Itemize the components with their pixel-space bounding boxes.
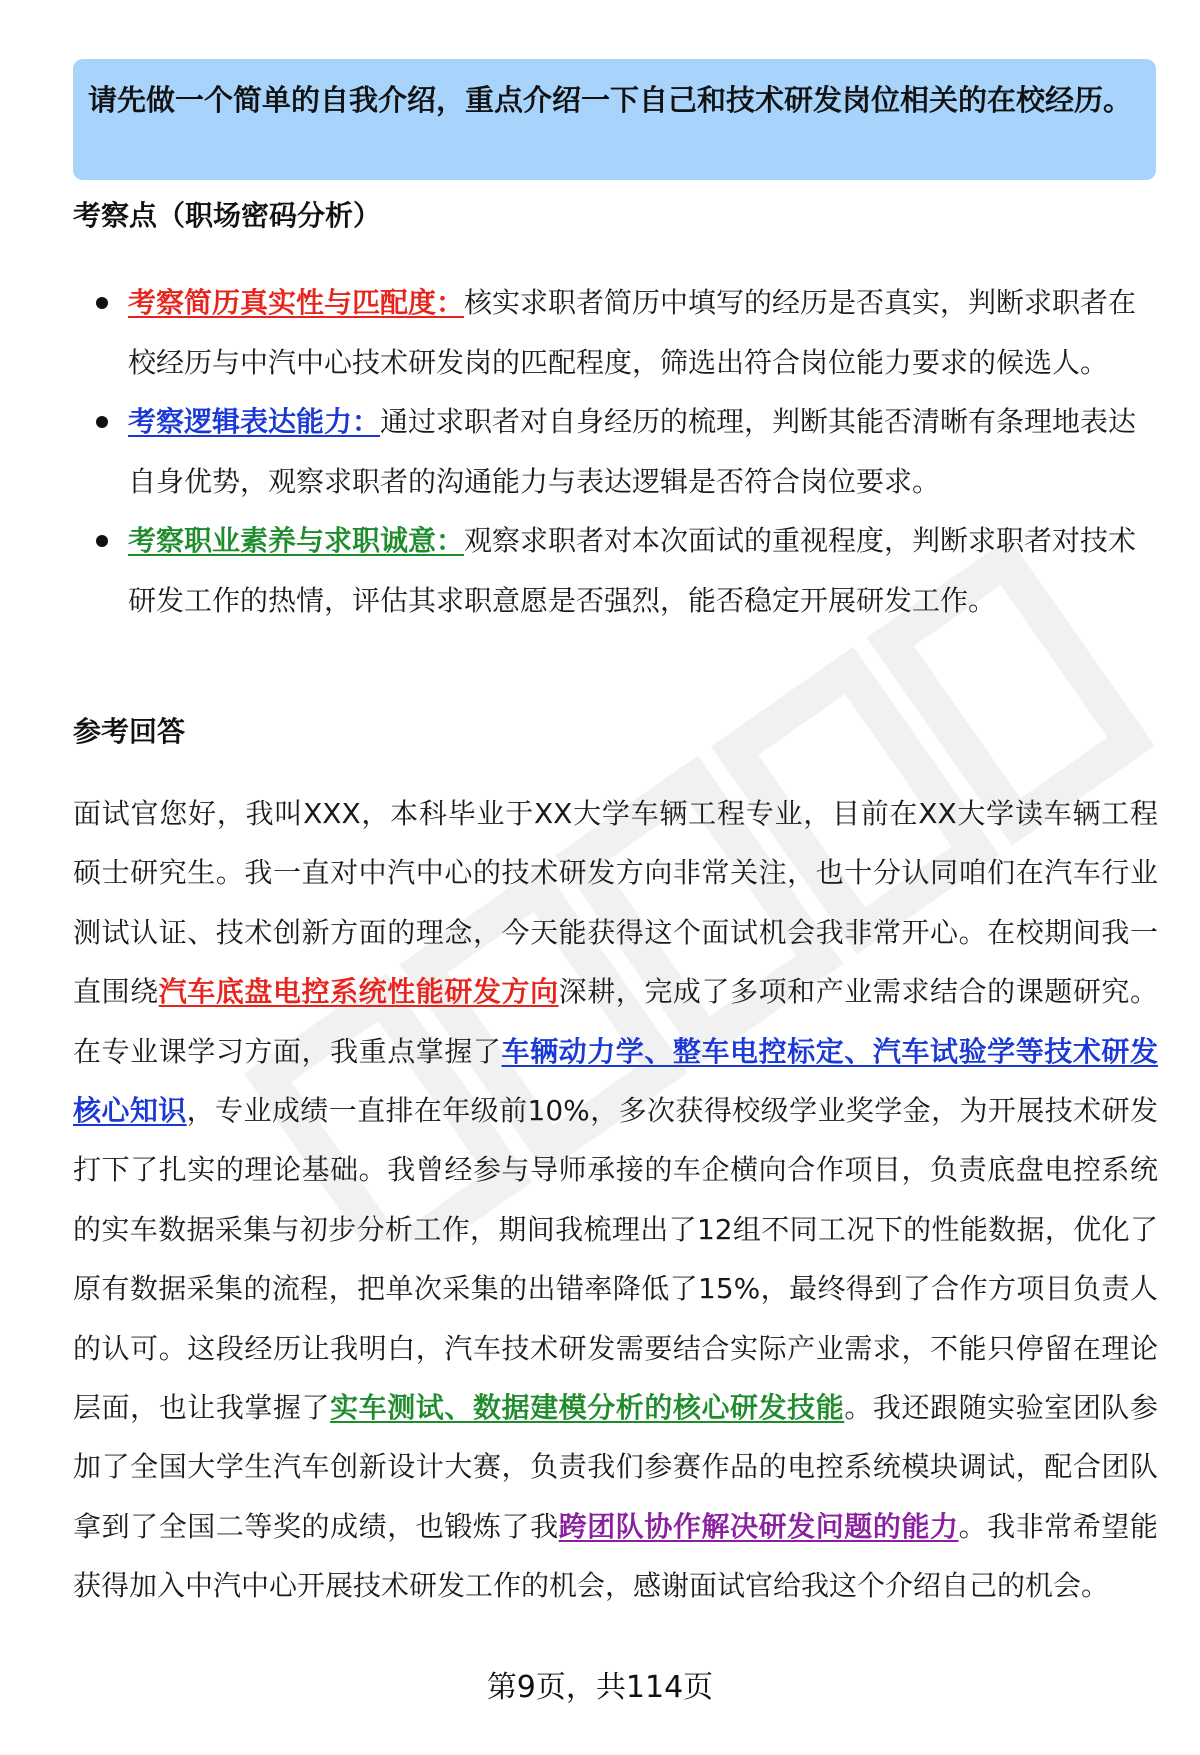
answer-text: 面试官您好，我叫XXX，本科毕业于XX大学车辆工程专业，目前在XX大学读车辆工程硕士研究生。我一直对中汽中心的技术研发方向非常关注，也十分认同咱们在汽车行业测试认证、技术创新方面的理念，今天能获得这个面试机会我非常开心。在校期间我一直围绕	[73, 797, 1158, 1009]
analysis-item-text: 核实求职者简历中填写的经历是否真实，判断求职者在校经历与中汽中心技术研发岗的匹配程度，筛选出符合岗位能力要求的候选人。	[128, 286, 1137, 379]
answer-text: 深耕，完成了多项和产业需求结合的课题研究。在专业课学习方面，我重点掌握了	[73, 975, 1158, 1068]
bullet-dot-icon	[96, 416, 108, 428]
page-number: 第9页，共114页	[486, 1670, 714, 1705]
answer-paragraph	[73, 784, 1158, 1616]
answer-text: 。我非常希望能获得加入中汽中心开展技术研发工作的机会，感谢面试官给我这个介绍自己的机会。	[73, 1509, 1158, 1603]
analysis-heading: 考察点（职场密码分析）	[73, 199, 382, 232]
bullet-dot-icon	[96, 297, 108, 309]
answer-highlight-research-direction: 汽车底盘电控系统性能研发方向	[158, 975, 559, 1009]
question-text: 请先做一个简单的自我介绍，重点介绍一下自己和技术研发岗位相关的在校经历。	[88, 83, 1133, 117]
analysis-list	[73, 273, 1158, 630]
analysis-item-key: 考察逻辑表达能力：	[128, 405, 381, 438]
answer-highlight-teamwork: 跨团队协作解决研发问题的能力	[558, 1509, 959, 1543]
answer-text: ，专业成绩一直排在年级前10%，多次获得校级学业奖学金，为开展技术研发打下了扎实的理论基础。我曾经参与导师承接的车企横向合作项目，负责底盘电控系统的实车数据采集与初步分析工作，期间我梳理出了12组不同工况下的性能数据，优化了原有数据采集的流程，把单次采集的出错率降低了15%，最终得到了合作方项目负责人的认可。这段经历让我明白，汽车技术研发需要结合实际产业需求，不能只停留在理论层面，也让我掌握了	[73, 1094, 1158, 1425]
analysis-item-key: 考察简历真实性与匹配度：	[128, 286, 465, 319]
answer-text: 。我还跟随实验室团队参加了全国大学生汽车创新设计大赛，负责我们参赛作品的电控系统模块调试，配合团队拿到了全国二等奖的成绩，也锻炼了我	[73, 1391, 1158, 1543]
analysis-item	[73, 511, 1158, 630]
question-box	[73, 59, 1156, 180]
analysis-item	[73, 273, 1158, 392]
analysis-item-key: 考察职业素养与求职诚意：	[128, 524, 465, 557]
answer-highlight-core-knowledge: 车辆动力学、整车电控标定、汽车试验学等技术研发核心知识	[73, 1034, 1158, 1128]
answer-highlight-core-skills: 实车测试、数据建模分析的核心研发技能	[330, 1391, 845, 1425]
analysis-item-text: 通过求职者对自身经历的梳理，判断其能否清晰有条理地表达自身优势，观察求职者的沟通能力与表达逻辑是否符合岗位要求。	[128, 405, 1137, 498]
answer-heading: 参考回答	[73, 715, 186, 748]
analysis-item-text: 观察求职者对本次面试的重视程度，判断求职者对技术研发工作的热情，评估其求职意愿是否强烈，能否稳定开展研发工作。	[128, 524, 1137, 617]
bullet-dot-icon	[96, 535, 108, 547]
analysis-item	[73, 392, 1158, 511]
